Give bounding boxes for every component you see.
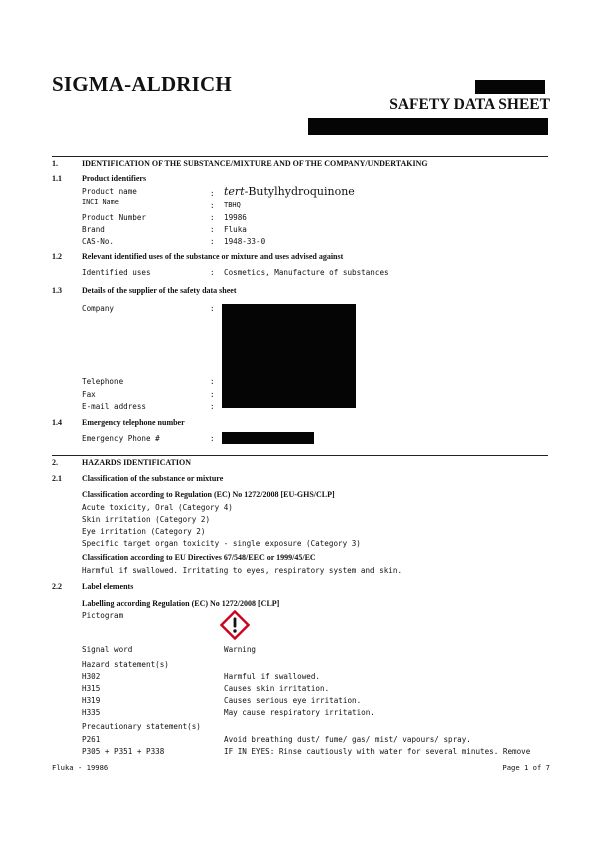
classification-heading: Classification according to EU Directives 67/548/EEC or 1999/45/EC xyxy=(82,553,316,562)
redaction-block xyxy=(308,118,548,135)
field-colon: : xyxy=(210,402,215,411)
section-title: IDENTIFICATION OF THE SUBSTANCE/MIXTURE AND OF THE COMPANY/UNDERTAKING xyxy=(82,159,428,168)
field-label: Telephone xyxy=(82,377,124,386)
subsection-number: 1.4 xyxy=(52,418,62,427)
classification-line: Harmful if swallowed. Irritating to eyes, respiratory system and skin. xyxy=(82,566,403,575)
field-label: Pictogram xyxy=(82,611,124,620)
field-label: Brand xyxy=(82,225,105,234)
subsection-title: Product identifiers xyxy=(82,174,147,183)
section-title: HAZARDS IDENTIFICATION xyxy=(82,458,191,467)
field-colon: : xyxy=(210,237,215,246)
section-number: 2. xyxy=(52,458,58,467)
field-colon: : xyxy=(210,434,215,443)
field-label: INCI Name xyxy=(82,198,119,206)
field-label: Product name xyxy=(82,187,137,196)
section-number: 1. xyxy=(52,159,58,168)
subsection-title: Emergency telephone number xyxy=(82,418,185,427)
subsection-number: 2.2 xyxy=(52,582,62,591)
hazard-code: H319 xyxy=(82,696,101,705)
brand-logo: SIGMA-ALDRICH xyxy=(52,72,232,96)
field-label: Product Number xyxy=(82,213,147,222)
hazard-text: Harmful if swallowed. xyxy=(224,672,321,681)
field-label: Identified uses xyxy=(82,268,151,277)
hazard-code: H335 xyxy=(82,708,101,717)
field-colon: : xyxy=(210,225,215,234)
precaution-code: P305 + P351 + P338 xyxy=(82,747,165,756)
redaction-block xyxy=(222,304,356,408)
hazard-text: Causes serious eye irritation. xyxy=(224,696,362,705)
product-name-prefix: tert xyxy=(224,185,245,198)
field-colon: : xyxy=(210,390,215,399)
signal-word-value: Warning xyxy=(224,645,257,654)
product-name-suffix: -Butylhydroquinone xyxy=(244,185,355,198)
subsection-title: Relevant identified uses of the substance or mixture and uses advised against xyxy=(82,252,344,261)
field-colon: : xyxy=(210,189,215,198)
page-number: Page 1 of 7 xyxy=(502,763,550,772)
precaution-text: IF IN EYES: Rinse cautiously with water for several minutes. Remove xyxy=(224,747,531,756)
precaution-code: P261 xyxy=(82,735,101,744)
hazard-text: Causes skin irritation. xyxy=(224,684,330,693)
field-label: Fax xyxy=(82,390,96,399)
field-label: Emergency Phone # xyxy=(82,434,160,443)
field-label: E-mail address xyxy=(82,402,147,411)
field-value: TBHQ xyxy=(224,201,241,209)
field-colon: : xyxy=(210,201,215,210)
field-colon: : xyxy=(210,304,215,313)
field-value: Cosmetics, Manufacture of substances xyxy=(224,268,389,277)
field-colon: : xyxy=(210,377,215,386)
subsection-number: 1.3 xyxy=(52,286,62,295)
field-label: Signal word xyxy=(82,645,133,654)
subsection-title: Details of the supplier of the safety data sheet xyxy=(82,286,237,295)
field-label: Company xyxy=(82,304,115,313)
field-colon: : xyxy=(210,213,215,222)
document-title: SAFETY DATA SHEET xyxy=(389,96,550,113)
redaction-block xyxy=(222,432,314,444)
classification-heading: Classification according to Regulation (EC) No 1272/2008 [EU-GHS/CLP] xyxy=(82,490,335,499)
field-value: 1948-33-0 xyxy=(224,237,266,246)
field-value: Fluka xyxy=(224,225,247,234)
section-rule xyxy=(52,156,548,157)
footer-left: Fluka - 19986 xyxy=(52,763,109,772)
precaution-text: Avoid breathing dust/ fume/ gas/ mist/ vapours/ spray. xyxy=(224,735,471,744)
field-label: Hazard statement(s) xyxy=(82,660,169,669)
subsection-number: 1.1 xyxy=(52,174,62,183)
field-colon: : xyxy=(210,268,215,277)
section-rule xyxy=(52,455,548,456)
classification-line: Skin irritation (Category 2) xyxy=(82,515,211,524)
redaction-block xyxy=(475,80,545,94)
field-label: CAS-No. xyxy=(82,237,115,246)
hazard-text: May cause respiratory irritation. xyxy=(224,708,375,717)
subsection-title: Classification of the substance or mixture xyxy=(82,474,224,483)
subsection-number: 2.1 xyxy=(52,474,62,483)
field-label: Precautionary statement(s) xyxy=(82,722,201,731)
subsection-number: 1.2 xyxy=(52,252,62,261)
labelling-heading: Labelling according Regulation (EC) No 1272/2008 [CLP] xyxy=(82,599,280,608)
classification-line: Acute toxicity, Oral (Category 4) xyxy=(82,503,233,512)
classification-line: Eye irritation (Category 2) xyxy=(82,527,206,536)
subsection-title: Label elements xyxy=(82,582,134,591)
product-name-value xyxy=(224,185,355,198)
ghs-exclamation-icon xyxy=(220,610,250,640)
hazard-code: H315 xyxy=(82,684,101,693)
classification-line: Specific target organ toxicity - single exposure (Category 3) xyxy=(82,539,361,548)
hazard-code: H302 xyxy=(82,672,101,681)
field-value: 19986 xyxy=(224,213,247,222)
